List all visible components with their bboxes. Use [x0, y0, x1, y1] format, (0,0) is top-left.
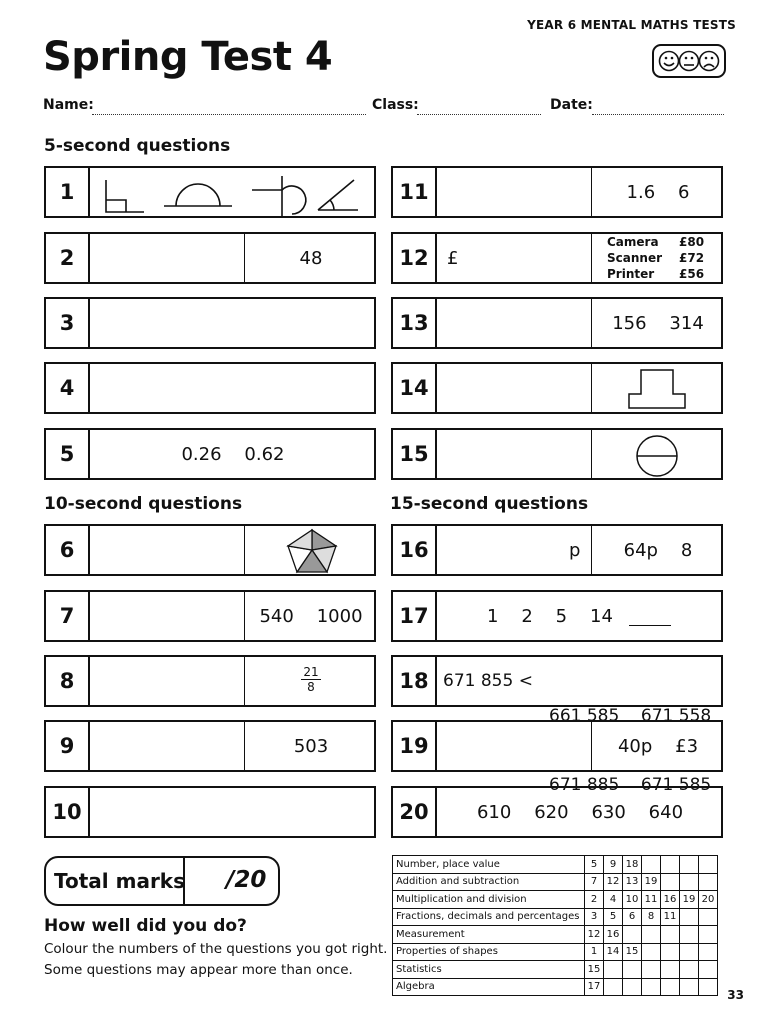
table-row: [393, 908, 718, 926]
question-number-cell[interactable]: [661, 926, 680, 944]
question-options: 661 585 671 558 671 885 671 585: [549, 706, 712, 795]
question-number-cell[interactable]: [680, 908, 699, 926]
question-number-cell[interactable]: 14: [604, 943, 623, 961]
question-number: 1: [46, 168, 90, 216]
question-text: 40p £3: [617, 735, 699, 757]
question-number: 4: [46, 364, 90, 412]
total-marks-label: Total marks: [54, 869, 186, 893]
table-row: [393, 856, 718, 874]
question-10: [44, 786, 376, 838]
question-11: [391, 166, 723, 218]
class-line[interactable]: [417, 114, 541, 115]
question-1: [44, 166, 376, 218]
question-number: 6: [46, 526, 90, 574]
question-number-cell[interactable]: 6: [623, 908, 642, 926]
question-number: 18: [393, 657, 437, 705]
question-number: 2: [46, 234, 90, 282]
question-number-cell[interactable]: 5: [585, 856, 604, 874]
fraction: [301, 665, 321, 694]
category-cell: Measurement: [393, 926, 585, 944]
category-cell: Algebra: [393, 978, 585, 996]
question-number: 16: [393, 526, 437, 574]
question-number-cell[interactable]: 10: [623, 891, 642, 909]
question-number-cell[interactable]: [680, 978, 699, 996]
question-13: [391, 297, 723, 349]
question-20: [391, 786, 723, 838]
question-number-cell[interactable]: 17: [585, 978, 604, 996]
section-fifteen-second: 15-second questions: [390, 494, 589, 514]
question-text: 1.6 6: [626, 181, 690, 203]
question-number: 19: [393, 722, 437, 770]
question-19: [391, 720, 723, 772]
question-number-cell[interactable]: 15: [623, 943, 642, 961]
question-4: [44, 362, 376, 414]
question-number-cell[interactable]: 16: [661, 891, 680, 909]
question-7: [44, 590, 376, 642]
question-14: [391, 362, 723, 414]
question-number-cell[interactable]: [699, 943, 718, 961]
question-number: 13: [393, 299, 437, 347]
question-text: 64p 8: [623, 539, 693, 561]
question-text: 503: [293, 735, 329, 757]
name-label: Name:: [43, 97, 94, 113]
smiley-faces-icon: [652, 44, 726, 78]
pentagon-icon: [284, 528, 340, 574]
question-number-cell[interactable]: [699, 908, 718, 926]
table-row: [393, 943, 718, 961]
question-number: 17: [393, 592, 437, 640]
numerator: 21: [303, 665, 319, 679]
question-number: 8: [46, 657, 90, 705]
question-number-cell[interactable]: [642, 856, 661, 874]
question-number-cell[interactable]: [699, 978, 718, 996]
page-number: 33: [727, 988, 744, 1002]
question-number-cell[interactable]: 4: [604, 891, 623, 909]
date-line[interactable]: [592, 114, 724, 115]
question-number-cell[interactable]: [661, 873, 680, 891]
series-label: YEAR 6 MENTAL MATHS TESTS: [527, 18, 736, 32]
question-text: 0.26 0.62: [181, 443, 285, 465]
question-number-cell[interactable]: [661, 856, 680, 874]
question-number-cell[interactable]: [699, 873, 718, 891]
question-number: 20: [393, 788, 437, 836]
table-row: [393, 961, 718, 979]
category-cell: Statistics: [393, 961, 585, 979]
question-number-cell[interactable]: [642, 961, 661, 979]
question-2: [44, 232, 376, 284]
question-number-cell[interactable]: 3: [585, 908, 604, 926]
question-number-cell[interactable]: 11: [661, 908, 680, 926]
question-number-cell[interactable]: 8: [642, 908, 661, 926]
question-prefix: £: [447, 247, 459, 269]
question-16: [391, 524, 723, 576]
name-line[interactable]: [92, 114, 366, 115]
question-17: [391, 590, 723, 642]
question-text: 540 1000: [259, 605, 363, 627]
price-list: Camera £80 Scanner £72 Printer £56: [607, 235, 705, 281]
question-5: [44, 428, 376, 480]
question-number-cell[interactable]: 7: [585, 873, 604, 891]
how-line-2: Some questions may appear more than once.: [44, 962, 353, 978]
question-number-cell[interactable]: [661, 943, 680, 961]
category-cell: Fractions, decimals and percentages: [393, 908, 585, 926]
question-number-cell[interactable]: [680, 961, 699, 979]
section-five-second: 5-second questions: [44, 136, 231, 156]
question-number: 12: [393, 234, 437, 282]
question-number-cell[interactable]: [604, 978, 623, 996]
question-prefix: 671 855 <: [443, 671, 533, 691]
question-number-cell[interactable]: 19: [680, 891, 699, 909]
question-number: 14: [393, 364, 437, 412]
section-ten-second: 10-second questions: [44, 494, 243, 514]
question-number-cell[interactable]: 18: [623, 856, 642, 874]
table-row: [393, 978, 718, 996]
question-number: 10: [46, 788, 90, 836]
question-number: 15: [393, 430, 437, 478]
date-label: Date:: [550, 97, 593, 113]
question-number-cell[interactable]: [699, 961, 718, 979]
question-8: [44, 655, 376, 707]
question-number-cell[interactable]: 19: [642, 873, 661, 891]
question-text: 1 2 5 14: [487, 605, 613, 627]
question-number-cell[interactable]: [699, 926, 718, 944]
question-number-cell[interactable]: 5: [604, 908, 623, 926]
question-text: 610 620 630 640: [476, 801, 684, 823]
question-number-cell[interactable]: [661, 978, 680, 996]
question-12: [391, 232, 723, 284]
question-6: [44, 524, 376, 576]
reference-table: [392, 855, 718, 996]
question-prefix: p: [569, 539, 581, 561]
step-shape-icon: [627, 368, 689, 410]
angles-icon: [96, 172, 372, 216]
denominator: 8: [301, 679, 321, 694]
how-title: How well did you do?: [44, 916, 247, 936]
question-number: 9: [46, 722, 90, 770]
how-line-1: Colour the numbers of the questions you got right.: [44, 941, 388, 957]
question-number-cell[interactable]: [623, 978, 642, 996]
question-number: 11: [393, 168, 437, 216]
answer-blank: [629, 625, 671, 626]
question-number-cell[interactable]: 9: [604, 856, 623, 874]
question-number-cell[interactable]: 12: [604, 873, 623, 891]
page-title: Spring Test 4: [43, 34, 333, 80]
question-number-cell[interactable]: 1: [585, 943, 604, 961]
table-row: [393, 873, 718, 891]
question-number-cell[interactable]: [623, 961, 642, 979]
circle-diameter-icon: [634, 434, 680, 478]
question-number-cell[interactable]: 16: [604, 926, 623, 944]
table-row: [393, 891, 718, 909]
question-number-cell[interactable]: [680, 856, 699, 874]
question-15: [391, 428, 723, 480]
question-number-cell[interactable]: 15: [585, 961, 604, 979]
category-cell: Addition and subtraction: [393, 873, 585, 891]
question-number-cell[interactable]: 13: [623, 873, 642, 891]
total-marks-value: /20: [226, 867, 267, 893]
total-marks-box: [44, 856, 280, 906]
question-number-cell[interactable]: 2: [585, 891, 604, 909]
question-number: 3: [46, 299, 90, 347]
question-number-cell[interactable]: 20: [699, 891, 718, 909]
question-number-cell[interactable]: [680, 943, 699, 961]
category-cell: Properties of shapes: [393, 943, 585, 961]
table-row: [393, 926, 718, 944]
question-number-cell[interactable]: [699, 856, 718, 874]
question-number-cell[interactable]: [680, 926, 699, 944]
question-number-cell[interactable]: [680, 873, 699, 891]
question-text: 156 314: [612, 312, 704, 334]
question-3: [44, 297, 376, 349]
question-number-cell[interactable]: [604, 961, 623, 979]
question-9: [44, 720, 376, 772]
question-number-cell[interactable]: [642, 926, 661, 944]
category-cell: Multiplication and division: [393, 891, 585, 909]
question-number: 7: [46, 592, 90, 640]
question-number-cell[interactable]: [642, 943, 661, 961]
question-number-cell[interactable]: [661, 961, 680, 979]
class-label: Class:: [372, 97, 419, 113]
question-number: 5: [46, 430, 90, 478]
question-text: 48: [299, 247, 323, 269]
question-number-cell[interactable]: 12: [585, 926, 604, 944]
question-number-cell[interactable]: 11: [642, 891, 661, 909]
question-number-cell[interactable]: [642, 978, 661, 996]
question-number-cell[interactable]: [623, 926, 642, 944]
category-cell: Number, place value: [393, 856, 585, 874]
